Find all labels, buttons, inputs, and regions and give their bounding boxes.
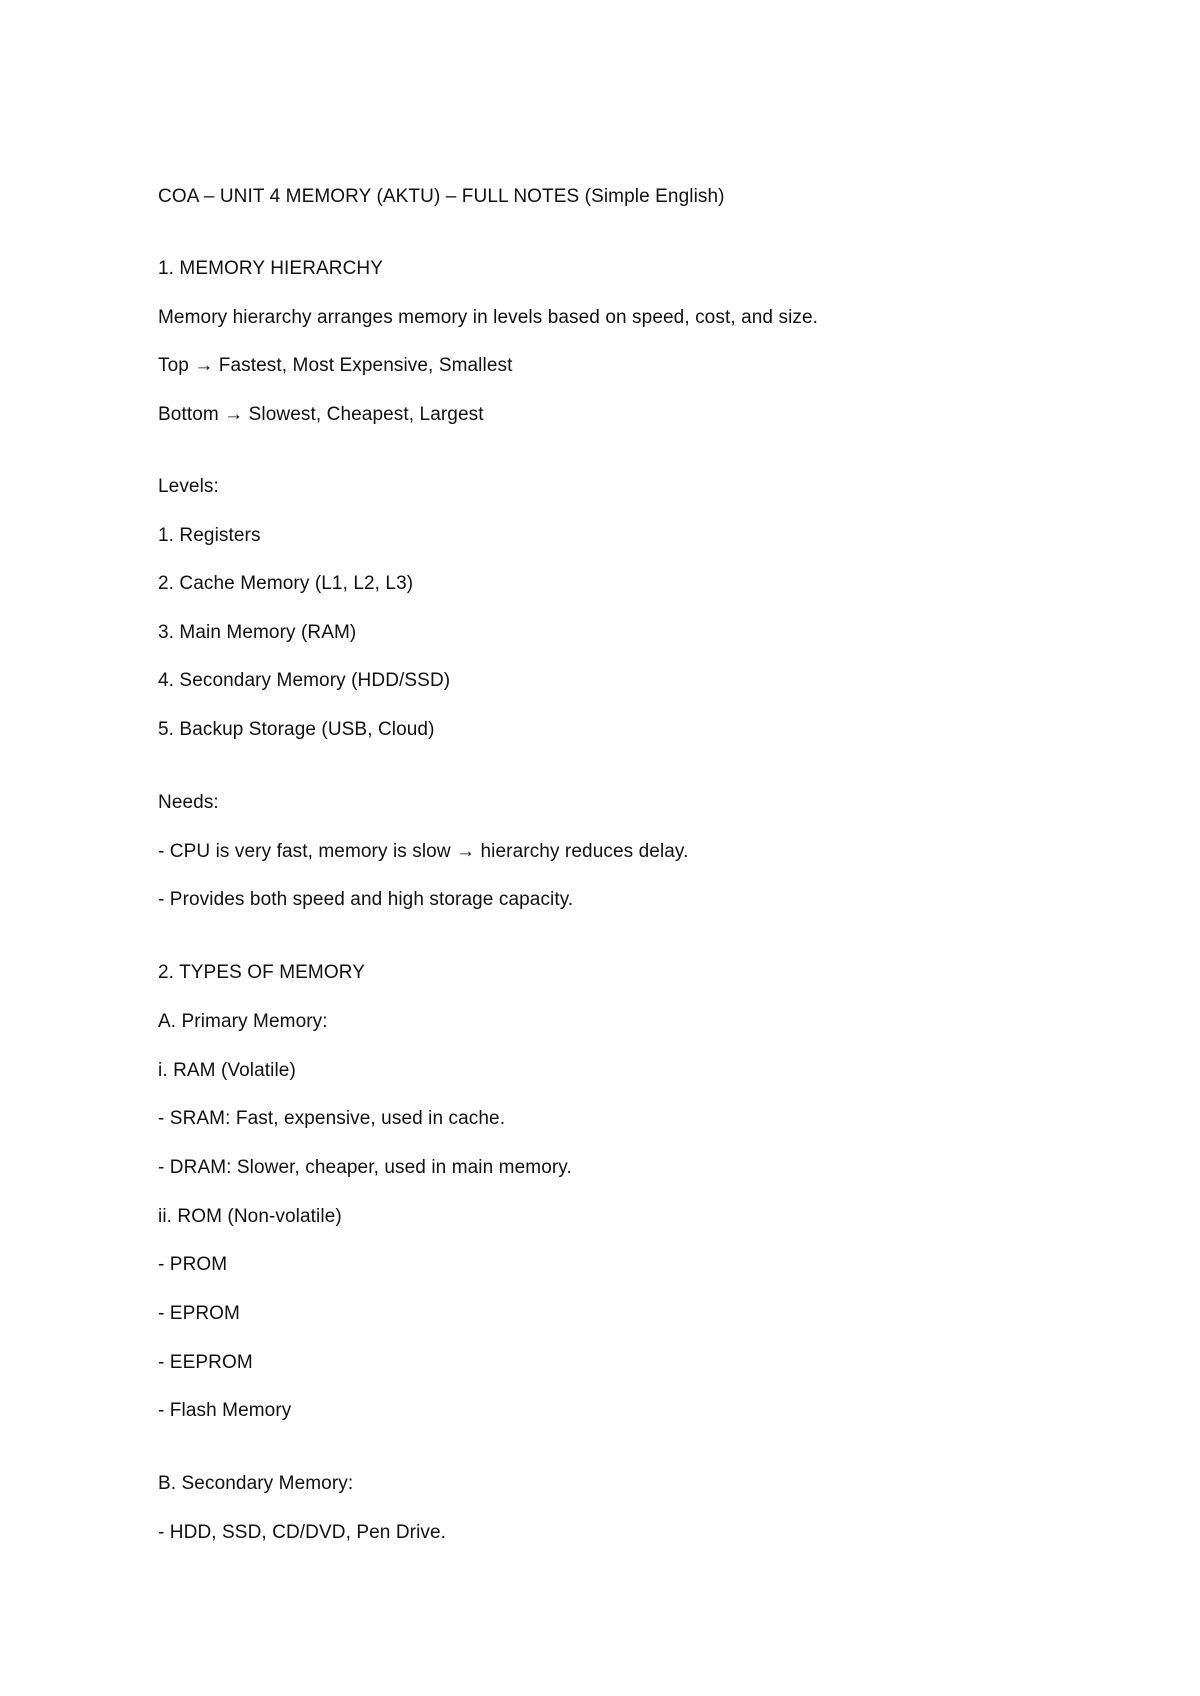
list-item: 3. Main Memory (RAM)	[158, 622, 357, 643]
list-item: - EEPROM	[158, 1352, 253, 1373]
list-item: - SRAM: Fast, expensive, used in cache.	[158, 1108, 506, 1129]
primary-memory-label: A. Primary Memory:	[158, 1011, 328, 1032]
list-item: - DRAM: Slower, cheaper, used in main memory.	[158, 1157, 572, 1178]
list-item: - PROM	[158, 1254, 228, 1275]
paragraph-top: Top → Fastest, Most Expensive, Smallest	[158, 355, 513, 376]
document-title: COA – UNIT 4 MEMORY (AKTU) – FULL NOTES (Simple English)	[158, 186, 725, 207]
section-heading-memory-hierarchy: 1. MEMORY HIERARCHY	[158, 258, 384, 279]
section-heading-types-of-memory: 2. TYPES OF MEMORY	[158, 962, 365, 983]
ram-label: i. RAM (Volatile)	[158, 1060, 296, 1081]
rom-label: ii. ROM (Non-volatile)	[158, 1206, 342, 1227]
paragraph-intro: Memory hierarchy arranges memory in levels based on speed, cost, and size.	[158, 307, 819, 328]
list-item: 4. Secondary Memory (HDD/SSD)	[158, 670, 451, 691]
list-item: 5. Backup Storage (USB, Cloud)	[158, 719, 435, 740]
needs-label: Needs:	[158, 792, 219, 813]
list-item: 1. Registers	[158, 525, 261, 546]
list-item: - HDD, SSD, CD/DVD, Pen Drive.	[158, 1522, 447, 1543]
secondary-memory-label: B. Secondary Memory:	[158, 1473, 354, 1494]
list-item: 2. Cache Memory (L1, L2, L3)	[158, 573, 414, 594]
list-item: - CPU is very fast, memory is slow → hierarchy reduces delay.	[158, 841, 689, 862]
list-item: - EPROM	[158, 1303, 240, 1324]
levels-label: Levels:	[158, 476, 219, 497]
list-item: - Provides both speed and high storage capacity.	[158, 889, 574, 910]
paragraph-bottom: Bottom → Slowest, Cheapest, Largest	[158, 404, 484, 425]
list-item: - Flash Memory	[158, 1400, 292, 1421]
